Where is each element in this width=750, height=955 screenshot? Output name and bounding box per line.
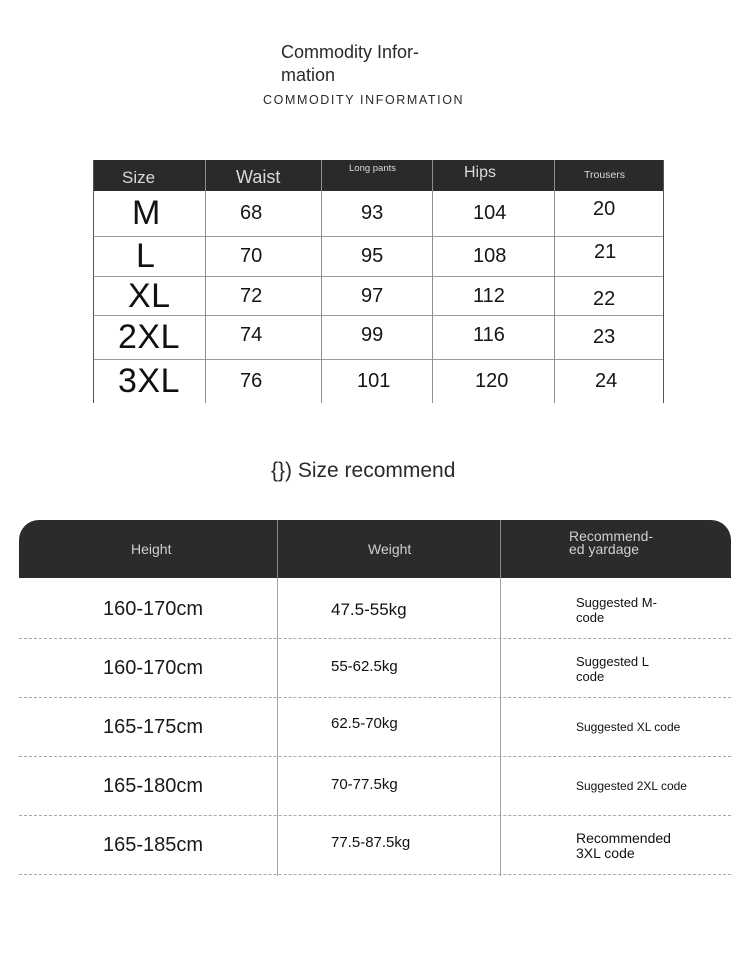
trousers-cell: 23 <box>593 326 616 348</box>
trousers-cell: 21 <box>594 241 617 263</box>
column-divider <box>500 578 501 876</box>
header-height: Height <box>131 541 172 557</box>
size-table <box>93 160 664 403</box>
column-divider <box>277 520 278 578</box>
size-cell: XL <box>128 276 171 315</box>
header-waist: Waist <box>236 167 281 187</box>
table-row <box>19 580 731 639</box>
size-cell: M <box>132 194 161 232</box>
table-row <box>93 277 664 316</box>
height-cell: 165-185cm <box>103 834 204 856</box>
weight-cell: 77.5-87.5kg <box>331 834 411 851</box>
weight-cell: 47.5-55kg <box>331 599 407 619</box>
waist-cell: 76 <box>240 370 263 392</box>
table-row <box>93 237 664 277</box>
column-divider <box>321 160 322 403</box>
trousers-cell: 22 <box>593 287 616 310</box>
size-cell: L <box>136 237 156 275</box>
trousers-cell: 24 <box>595 370 618 392</box>
weight-cell: 62.5-70kg <box>331 715 398 732</box>
recommended-code-cell: Suggested 2XL code <box>576 779 687 793</box>
header-recommended-yardage: Recommend- ed yardage <box>569 528 654 557</box>
height-cell: 165-175cm <box>103 716 204 738</box>
header-trousers: Trousers <box>584 169 626 181</box>
recommended-code-cell: Suggested XL code <box>576 720 681 734</box>
hips-cell: 116 <box>473 324 505 346</box>
height-cell: 160-170cm <box>103 598 204 620</box>
size-cell: 3XL <box>118 362 180 400</box>
long-pants-cell: 99 <box>361 324 384 346</box>
table-border-right <box>663 160 664 403</box>
waist-cell: 74 <box>240 324 263 346</box>
table-row <box>19 639 731 698</box>
height-cell: 160-170cm <box>103 657 204 679</box>
long-pants-cell: 95 <box>361 245 384 267</box>
long-pants-cell: 101 <box>357 370 391 392</box>
hips-cell: 112 <box>473 284 505 307</box>
height-cell: 165-180cm <box>103 775 204 797</box>
size-table-header <box>93 160 664 191</box>
page-subtitle: COMMODITY INFORMATION <box>263 93 465 107</box>
hips-cell: 104 <box>473 202 507 224</box>
table-row <box>19 816 731 875</box>
waist-cell: 68 <box>240 202 263 224</box>
header-weight: Weight <box>368 541 412 557</box>
recommended-code-cell: Suggested M- code <box>576 594 657 625</box>
waist-cell: 72 <box>240 284 263 307</box>
hips-cell: 120 <box>475 370 509 392</box>
table-row <box>93 191 664 237</box>
column-divider <box>277 578 278 876</box>
table-row <box>19 698 731 757</box>
table-row <box>93 316 664 360</box>
table-row <box>93 360 664 403</box>
trousers-cell: 20 <box>593 198 616 220</box>
table-border-left <box>93 160 94 403</box>
page-title: Commodity Infor- mation <box>281 42 420 85</box>
waist-cell: 70 <box>240 245 263 267</box>
recommended-code-cell: Suggested L code <box>576 653 650 684</box>
header-hips: Hips <box>464 164 497 181</box>
column-divider <box>432 160 433 403</box>
recommend-table-header <box>19 520 731 578</box>
hips-cell: 108 <box>473 245 507 267</box>
column-divider <box>554 160 555 403</box>
size-cell: 2XL <box>118 318 180 356</box>
recommended-code-cell: Recommended 3XL code <box>576 829 671 861</box>
column-divider <box>205 160 206 403</box>
weight-cell: 55-62.5kg <box>331 658 398 675</box>
long-pants-cell: 93 <box>361 202 384 224</box>
header-long-pants: Long pants <box>349 163 397 174</box>
weight-cell: 70-77.5kg <box>331 776 398 793</box>
column-divider <box>500 520 501 578</box>
table-row <box>19 757 731 816</box>
long-pants-cell: 97 <box>361 284 384 307</box>
size-recommend-title: {}) Size recommend <box>271 459 456 482</box>
header-size: Size <box>122 168 156 187</box>
